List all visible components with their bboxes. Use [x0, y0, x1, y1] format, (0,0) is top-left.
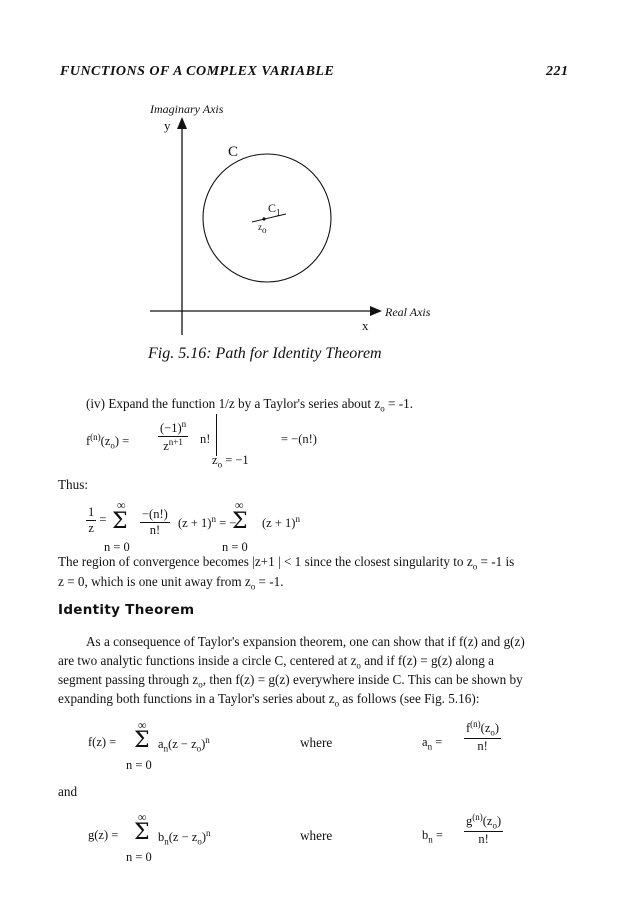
- eq2-coef-fraction: $\frac{-(n!)}{n!}$: [142, 507, 168, 537]
- convergence-line-1: The region of convergence becomes |z+1 | < 1 since the closest singularity to $z_o = -1$ is: [58, 554, 515, 572]
- eq1-rhs: = −(n!): [281, 432, 317, 446]
- thus-label: Thus:: [58, 477, 89, 492]
- eq1-lhs: $f^{(n)}(z_o)$ =: [86, 432, 130, 451]
- imaginary-axis-label: Imaginary Axis: [150, 102, 224, 116]
- c1-label: $C_1$: [268, 201, 281, 218]
- eq2-term2: $(z + 1)^n$: [262, 514, 300, 531]
- g-coef-lhs: $b_n$ =: [422, 828, 443, 845]
- page-number: 221: [546, 64, 569, 79]
- identity-para-line-3: segment passing through $z_o$, then f(z) = g(z) everywhere inside C. This can be shown by: [58, 672, 523, 690]
- eq2-sum1-lower: n = 0: [104, 540, 130, 554]
- g-coef-fraction: $\frac{g^{(n)}(z_o)}{n!}$: [466, 812, 502, 846]
- and-label: and: [58, 784, 78, 799]
- circle-c-label: C: [228, 144, 239, 160]
- eq1-eval-point: $z_o = -1$: [212, 453, 249, 470]
- eq2-lhs: $\frac{1}{z}$ =: [88, 505, 107, 535]
- f-coef-fraction: $\frac{f^{(n)}(z_o)}{n!}$: [466, 719, 500, 753]
- f-sum-term: $a_n(z - z_o)^n$: [158, 735, 210, 754]
- g-sum-term: $b_n(z - z_o)^n$: [158, 828, 211, 847]
- eq2-sum1-sigma: Σ: [112, 509, 128, 534]
- eq1-fraction: $\frac{(-1)^n}{z^{n+1}}$: [160, 419, 187, 454]
- identity-para-line-2: are two analytic functions inside a circle C, centered at $z_o$ and if f(z) = g(z) along a: [58, 653, 494, 671]
- g-sum-lower: n = 0: [126, 850, 152, 864]
- eq2-sum1-upper: ∞: [117, 498, 126, 512]
- figure-caption: Fig. 5.16: Path for Identity Theorem: [148, 345, 382, 362]
- eq2-sum2-sigma: Σ: [232, 509, 248, 534]
- f-sum-sigma: Σ: [134, 728, 150, 753]
- eq1-nfact: n!: [200, 432, 211, 446]
- identity-para-line-1: As a consequence of Taylor's expansion theorem, one can show that if f(z) and g(z): [86, 634, 525, 649]
- eq2-sum2-lower: n = 0: [222, 540, 248, 554]
- eq2-sum2-upper: ∞: [235, 498, 244, 512]
- identity-para-line-4: expanding both functions in a Taylor's series about $z_o$ as follows (see Fig. 5.16):: [58, 691, 480, 709]
- x-axis-arrowhead: [370, 306, 382, 316]
- running-header-title: FUNCTIONS OF A COMPLEX VARIABLE: [60, 64, 335, 79]
- g-expansion-lhs: g(z) =: [88, 828, 119, 842]
- f-sum-upper: ∞: [138, 718, 147, 732]
- y-axis-letter: y: [164, 118, 171, 133]
- convergence-line-2: z = 0, which is one unit away from $z_o = -1$.: [58, 574, 284, 592]
- f-expansion-lhs: f(z) =: [88, 735, 117, 749]
- f-coef-lhs: $a_n$ =: [422, 735, 443, 752]
- z0-label: $z_o$: [258, 222, 267, 235]
- x-axis-letter: x: [362, 318, 369, 333]
- eq1-eval-bar: [216, 414, 217, 456]
- g-sum-sigma: Σ: [134, 820, 150, 845]
- y-axis-arrowhead: [177, 117, 187, 129]
- real-axis-label: Real Axis: [385, 305, 431, 319]
- identity-theorem-heading: Identity Theorem: [58, 602, 195, 618]
- eq2-term1: $(z + 1)^n$ = −: [178, 514, 237, 531]
- f-where: where: [300, 735, 333, 750]
- section-iv-intro: (iv) Expand the function 1/z by a Taylor's series about $z_o = -1$.: [86, 396, 414, 414]
- point-z0: [262, 217, 265, 220]
- g-sum-upper: ∞: [138, 810, 147, 824]
- f-sum-lower: n = 0: [126, 758, 152, 772]
- g-where: where: [300, 828, 333, 843]
